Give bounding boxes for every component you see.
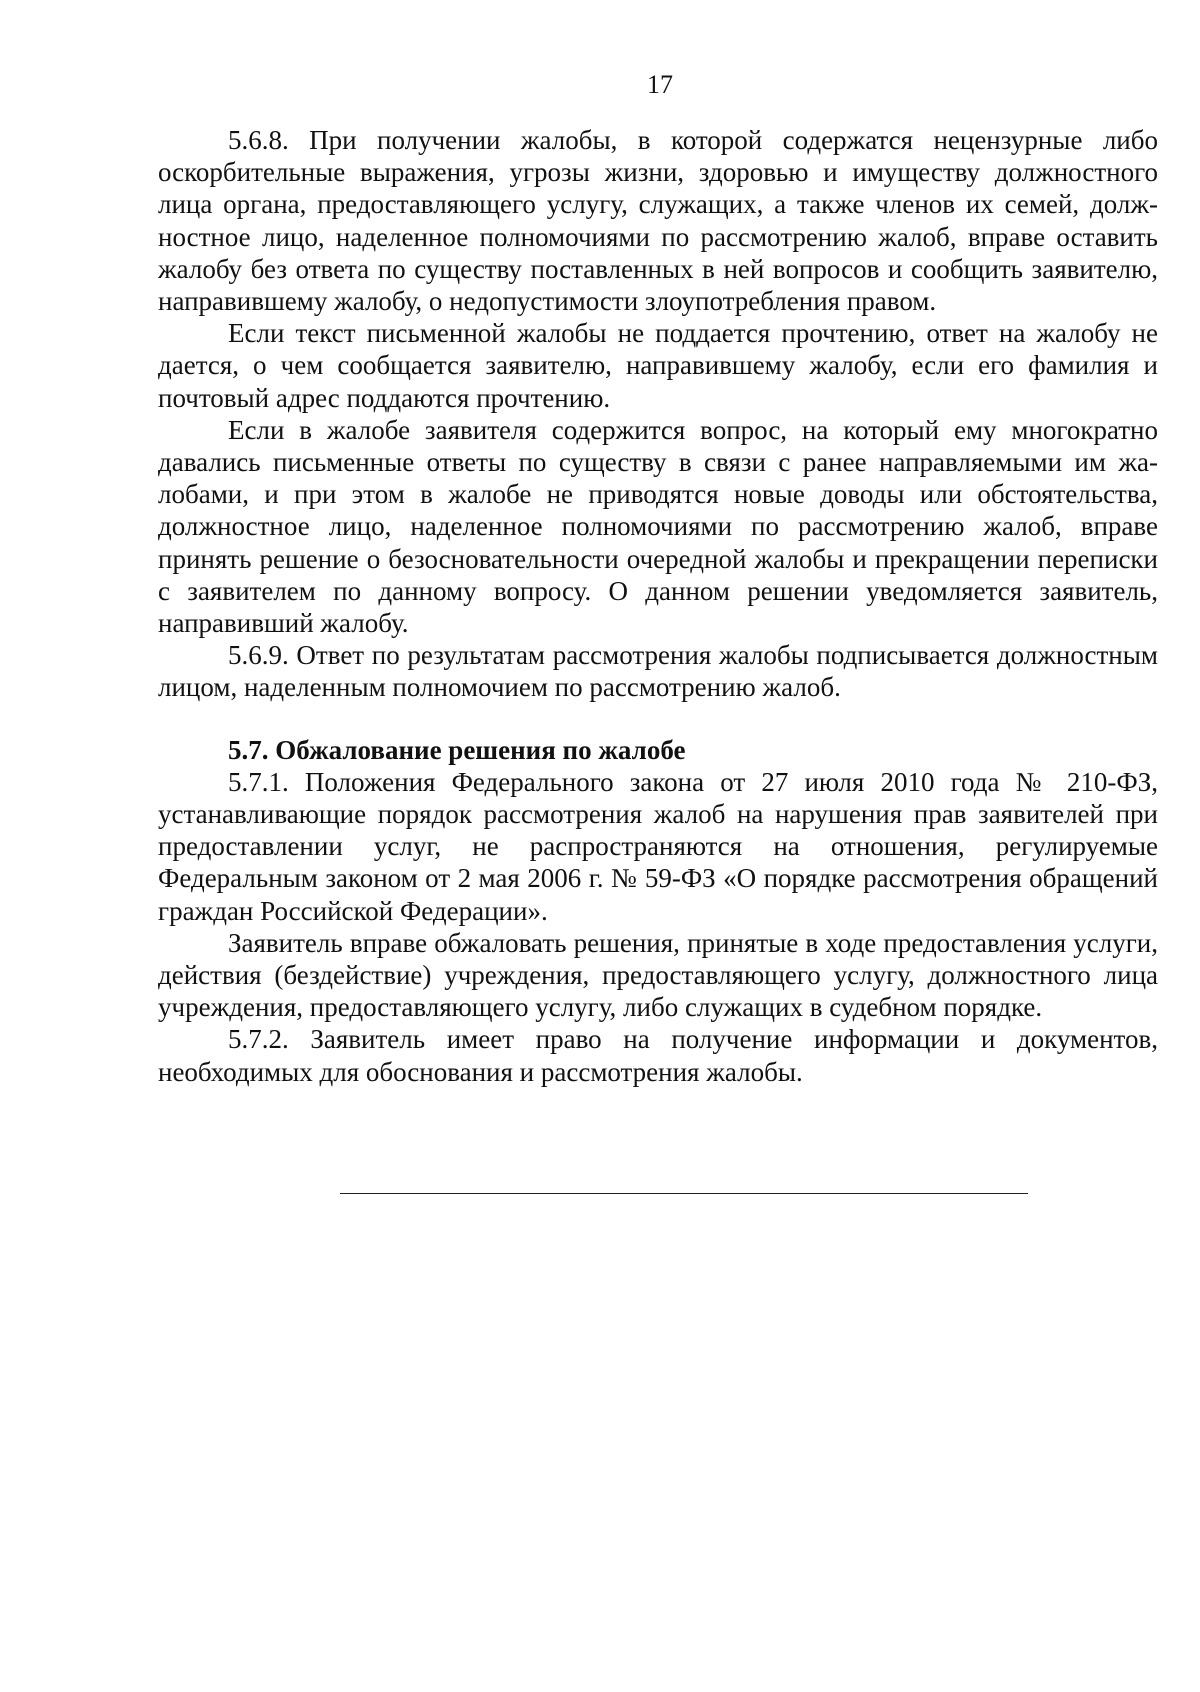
paragraph-court-appeal: Заявитель вправе обжаловать решения, принятые в ходе предоставления услуги, действия (бездействие) учреждения, предоставляющего услугу, должностного лица учреждения, предоставляющего услугу, либо служащих в судебном порядке. — [158, 927, 1158, 1023]
paragraph-repeated-complaint: Если в жалобе заявителя содержится вопрос, на который ему многократно давались письменные ответы по существу в связи с ранее направляемыми им жалобами, и при этом в жалобе не приводятся новые доводы или обстоятельства, должностное лицо, наделенное полномочиями по рассмотрению жалоб, вправе принять решение о безосновательности очередной жалобы и прекращении переписки с заявителем по данному вопросу. О данном решении уведомляется заявитель, направивший жалобу. — [158, 414, 1158, 639]
end-divider-line — [340, 1193, 1028, 1194]
paragraph-unreadable-complaint: Если текст письменной жалобы не поддается прочтению, ответ на жалобу не дается, о чем сообщается заявителю, направившему жалобу, если его фамилия и почтовый адрес поддаются прочтению. — [158, 318, 1158, 413]
paragraph-5-6-8: 5.6.8. При получении жалобы, в которой содержатся нецензурные либо оскорбительные выражения, угрозы жизни, здоровью и имуществу должностного лица органа, предоставляющего услугу, служащих, а также членов их семей, должностное лицо, наделенное полномочиями по рассмотрению жалоб, вправе оставить жалобу без ответа по существу поставленных в ней вопросов и сообщить заявителю, направившему жалобу, о недопустимости злоупотребления правом. — [158, 125, 1158, 317]
page-number: 17 — [647, 70, 673, 99]
paragraph-5-7-2: 5.7.2. Заявитель имеет право на получение информации и документов, необходимых для обоснования и рассмотрения жалобы. — [158, 1024, 1158, 1087]
document-body — [158, 124, 1158, 1088]
paragraph-5-6-9: 5.6.9. Ответ по результатам рассмотрения жалобы подписывается должностным лицом, наделенным полномочием по рассмотрению жалоб. — [158, 640, 1158, 703]
section-heading-5-7: 5.7. Обжалование решения по жалобе — [228, 734, 686, 765]
paragraph-5-7-1: 5.7.1. Положения Федерального закона от 27 июля 2010 года № 210-ФЗ, устанавливающие порядок рассмотрения жалоб на нарушения прав заявителей при предоставлении услуг, не распространяются на отношения, регулируемые Федеральным законом от 2 мая 2006 г. № 59-ФЗ «О порядке рассмотрения обращений граждан Российской Федерации». — [158, 766, 1158, 926]
